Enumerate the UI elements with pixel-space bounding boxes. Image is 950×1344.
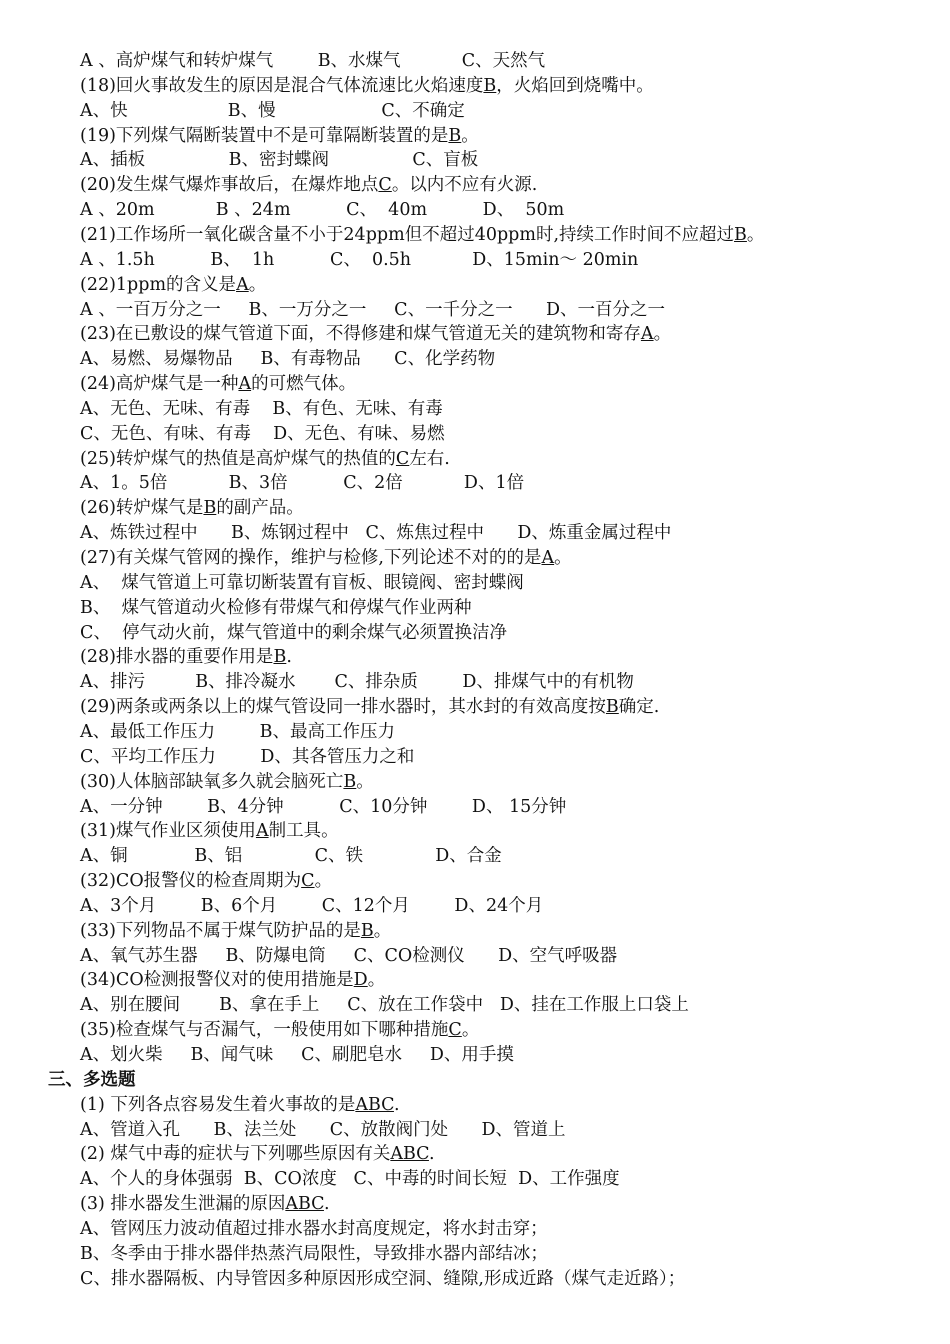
text-line xyxy=(80,622,507,644)
line-text: A、管道入孔 B、法兰处 C、放散阀门处 D、管道上 xyxy=(80,1119,566,1140)
line-text: A、3个月 B、6个月 C、12个月 D、24个月 xyxy=(80,895,544,916)
line-text: A、划火柴 B、闻气味 C、刷肥皂水 D、用手摸 xyxy=(80,1045,514,1065)
line-text: A、管网压力波动值超过排水器水封高度规定，将水封击穿； xyxy=(80,1218,548,1239)
line-text: (18)回火事故发生的原因是混合气体流速比火焰速度 xyxy=(80,75,484,96)
line-text: A、 煤气管道上可靠切断装置有盲板、眼镜阀、密封蝶阀 xyxy=(80,572,524,593)
line-text: C、 停气动火前，煤气管道中的剩余煤气必须置换洁净 xyxy=(80,622,508,643)
line-text: A、一分钟 B、4分钟 C、10分钟 D、 15分钟 xyxy=(80,796,567,817)
text-line xyxy=(80,448,450,470)
text-line xyxy=(80,224,764,246)
text-line xyxy=(80,597,471,619)
text-line xyxy=(80,721,395,743)
line-text: B、冬季由于排水器伴热蒸汽局限性，导致排水器内部结冰； xyxy=(80,1243,548,1264)
answer-text: ABC xyxy=(390,1144,429,1165)
line-text: A、氧气苏生器 B、防爆电筒 C、CO检测仪 D、空气呼吸器 xyxy=(80,945,618,966)
text-line xyxy=(80,149,478,171)
text-line xyxy=(80,771,374,793)
line-text: A、最低工作压力 B、最高工作压力 xyxy=(80,721,395,742)
text-line xyxy=(80,1243,548,1265)
line-text: (30)人体脑部缺氧多久就会脑死亡 xyxy=(80,771,344,792)
line-text: 。 xyxy=(461,125,479,146)
line-text: (2) 煤气中毒的症状与下列哪些原因有关 xyxy=(80,1144,391,1165)
line-text: 。 xyxy=(367,970,386,991)
line-text: 。以内不应有火源. xyxy=(391,175,538,196)
line-text: 。 xyxy=(248,274,267,295)
answer-text: A xyxy=(541,548,555,568)
line-text: A、炼铁过程中 B、炼钢过程中 C、炼焦过程中 D、炼重金属过程中 xyxy=(80,523,672,544)
line-text: . xyxy=(286,647,292,668)
line-text: (32)CO报警仪的检查周期为 xyxy=(80,871,302,892)
text-line xyxy=(80,373,356,395)
line-text: . xyxy=(323,1194,330,1215)
section-heading xyxy=(48,1069,136,1091)
answer-text: B xyxy=(605,697,619,718)
line-text: (23)在已敷设的煤气管道下面，不得修建和煤气管道无关的建筑物和寄存 xyxy=(80,324,641,345)
line-text: 。 xyxy=(746,224,765,245)
text-line xyxy=(80,945,617,967)
answer-text: B xyxy=(273,647,287,668)
answer-text: B xyxy=(734,224,747,245)
line-text: 。 xyxy=(314,871,333,892)
line-text: B、 煤气管道动火检修有带煤气和停煤气作业两种 xyxy=(80,597,472,618)
line-text: (34)CO检测报警仪对的使用措施是 xyxy=(80,970,354,991)
line-text: (19)下列煤气隔断装置中不是可靠隔断装置的是 xyxy=(80,125,449,146)
text-line xyxy=(80,746,414,768)
text-line xyxy=(80,969,385,991)
text-line xyxy=(80,249,638,271)
answer-text: A xyxy=(640,324,654,345)
line-text: (21)工作场所一氧化碳含量不小于24ppm但不超过40ppm时,持续工作时间不应超过 xyxy=(80,224,735,245)
line-text: A、快 B、慢 C、不确定 xyxy=(80,100,465,121)
line-text: 。 xyxy=(653,324,672,345)
text-line xyxy=(80,299,665,321)
answer-text: C xyxy=(301,871,315,892)
line-text: (25)转炉煤气的热值是高炉煤气的热值的 xyxy=(80,448,396,469)
line-text: (20)发生煤气爆炸事故后，在爆炸地点 xyxy=(80,175,379,196)
text-line xyxy=(80,423,445,445)
text-line xyxy=(80,100,465,122)
answer-text: C xyxy=(378,175,392,196)
text-line xyxy=(80,920,391,942)
answer-text: B xyxy=(360,920,374,941)
line-text: (33)下列物品不属于煤气防护品的是 xyxy=(80,920,361,941)
answer-text: ABC xyxy=(285,1194,324,1215)
line-text: 。 xyxy=(461,1020,480,1041)
line-text: (28)排水器的重要作用是 xyxy=(80,647,274,668)
text-line xyxy=(80,348,495,370)
text-line xyxy=(80,50,545,72)
line-text: (26)转炉煤气是 xyxy=(80,498,204,519)
line-text: A、别在腰间 B、拿在手上 C、放在工作袋中 D、挂在工作服上口袋上 xyxy=(80,995,689,1016)
answer-text: A xyxy=(255,821,269,842)
line-text: (35)检查煤气与否漏气，一般使用如下哪种措施 xyxy=(80,1020,449,1041)
line-text: (31)煤气作业区须使用 xyxy=(80,821,256,842)
line-text: 制工具。 xyxy=(268,821,339,842)
answer-text: A xyxy=(236,274,249,295)
text-line xyxy=(80,572,524,594)
line-text: 的副产品。 xyxy=(216,498,304,519)
text-line xyxy=(80,1119,566,1141)
text-line xyxy=(80,870,332,892)
text-line xyxy=(80,522,671,544)
text-line xyxy=(80,174,537,196)
answer-text: B xyxy=(343,771,357,792)
line-text: A、排污 B、排冷凝水 C、排杂质 D、排煤气中的有机物 xyxy=(80,672,634,693)
text-line xyxy=(80,671,634,693)
text-line xyxy=(80,398,443,420)
line-text: A、铜 B、铝 C、铁 D、合金 xyxy=(80,846,502,867)
line-text: 。 xyxy=(554,548,572,568)
answer-text: B xyxy=(203,498,217,519)
text-line xyxy=(80,323,671,345)
text-line xyxy=(80,75,654,97)
answer-text: ABC xyxy=(355,1094,394,1115)
line-text: A、1。5倍 B、3倍 C、2倍 D、1倍 xyxy=(80,473,525,494)
line-text: (29)两条或两条以上的煤气管设同一排水器时，其水封的有效高度按 xyxy=(80,697,606,718)
line-text: 。 xyxy=(356,771,374,792)
answer-text: A xyxy=(238,374,252,395)
text-line xyxy=(80,547,572,569)
line-text: A、易燃、易爆物品 B、有毒物品 C、化学药物 xyxy=(80,349,496,370)
text-line xyxy=(80,845,502,867)
line-text: A、无色、无味、有毒 B、有色、无味、有毒 xyxy=(80,398,443,419)
text-line xyxy=(80,1094,400,1116)
text-line xyxy=(80,1268,685,1290)
line-text: (24)高炉煤气是一种 xyxy=(80,374,239,395)
text-line xyxy=(80,125,479,147)
line-text: A 、一百万分之一 B、一万分之一 C、一千分之一 D、一百分之一 xyxy=(80,299,665,320)
line-text: A 、高炉煤气和转炉煤气 B、水煤气 C、天然气 xyxy=(80,51,546,71)
line-text: 三、多选题 xyxy=(48,1069,136,1090)
line-text: 确定. xyxy=(618,697,660,718)
answer-text: C xyxy=(448,1020,462,1041)
line-text: 的可燃气体。 xyxy=(251,374,357,395)
text-line xyxy=(80,1193,330,1215)
line-text: (22)1ppm的含义是 xyxy=(80,274,237,295)
answer-text: B xyxy=(448,125,462,146)
text-line xyxy=(80,646,292,668)
line-text: C、平均工作压力 D、其各管压力之和 xyxy=(80,746,415,767)
text-line xyxy=(80,994,689,1016)
line-text: A 、20m B 、24m C、 40m D、 50m xyxy=(80,200,565,221)
text-line xyxy=(80,1044,514,1066)
text-line xyxy=(80,497,304,519)
text-line xyxy=(80,1218,548,1240)
line-text: C、排水器隔板、内导管因多种原因形成空洞、缝隙,形成近路（煤气走近路）； xyxy=(80,1268,686,1289)
text-line xyxy=(80,895,543,917)
line-text: C、无色、有味、有毒 D、无色、有味、易燃 xyxy=(80,423,445,444)
text-line xyxy=(80,472,524,494)
text-line xyxy=(80,1168,620,1190)
answer-text: C xyxy=(395,448,410,469)
text-line xyxy=(80,796,566,818)
line-text: (1) 下列各点容易发生着火事故的是 xyxy=(80,1094,356,1115)
line-text: 。 xyxy=(373,920,392,941)
line-text: . xyxy=(393,1094,400,1115)
answer-text: B xyxy=(483,75,497,96)
line-text: (3) 排水器发生泄漏的原因 xyxy=(80,1194,286,1215)
line-text: (27)有关煤气管网的操作，维护与检修,下列论述不对的的是 xyxy=(80,548,542,568)
text-line xyxy=(80,1143,435,1165)
line-text: A、插板 B、密封蝶阀 C、盲板 xyxy=(80,150,479,171)
answer-text: D xyxy=(353,970,368,991)
line-text: A 、1.5h B、 1h C、 0.5h D、15min～ 20min xyxy=(80,249,639,270)
text-line xyxy=(80,274,266,296)
line-text: ，火焰回到烧嘴中。 xyxy=(496,75,654,96)
line-text: . xyxy=(428,1144,435,1165)
text-line xyxy=(80,696,659,718)
text-line xyxy=(80,820,339,842)
text-line xyxy=(80,1019,479,1041)
line-text: A、个人的身体强弱 B、CO浓度 C、中毒的时间长短 D、工作强度 xyxy=(80,1169,620,1190)
line-text: 左右. xyxy=(409,448,450,469)
text-line xyxy=(80,199,564,221)
